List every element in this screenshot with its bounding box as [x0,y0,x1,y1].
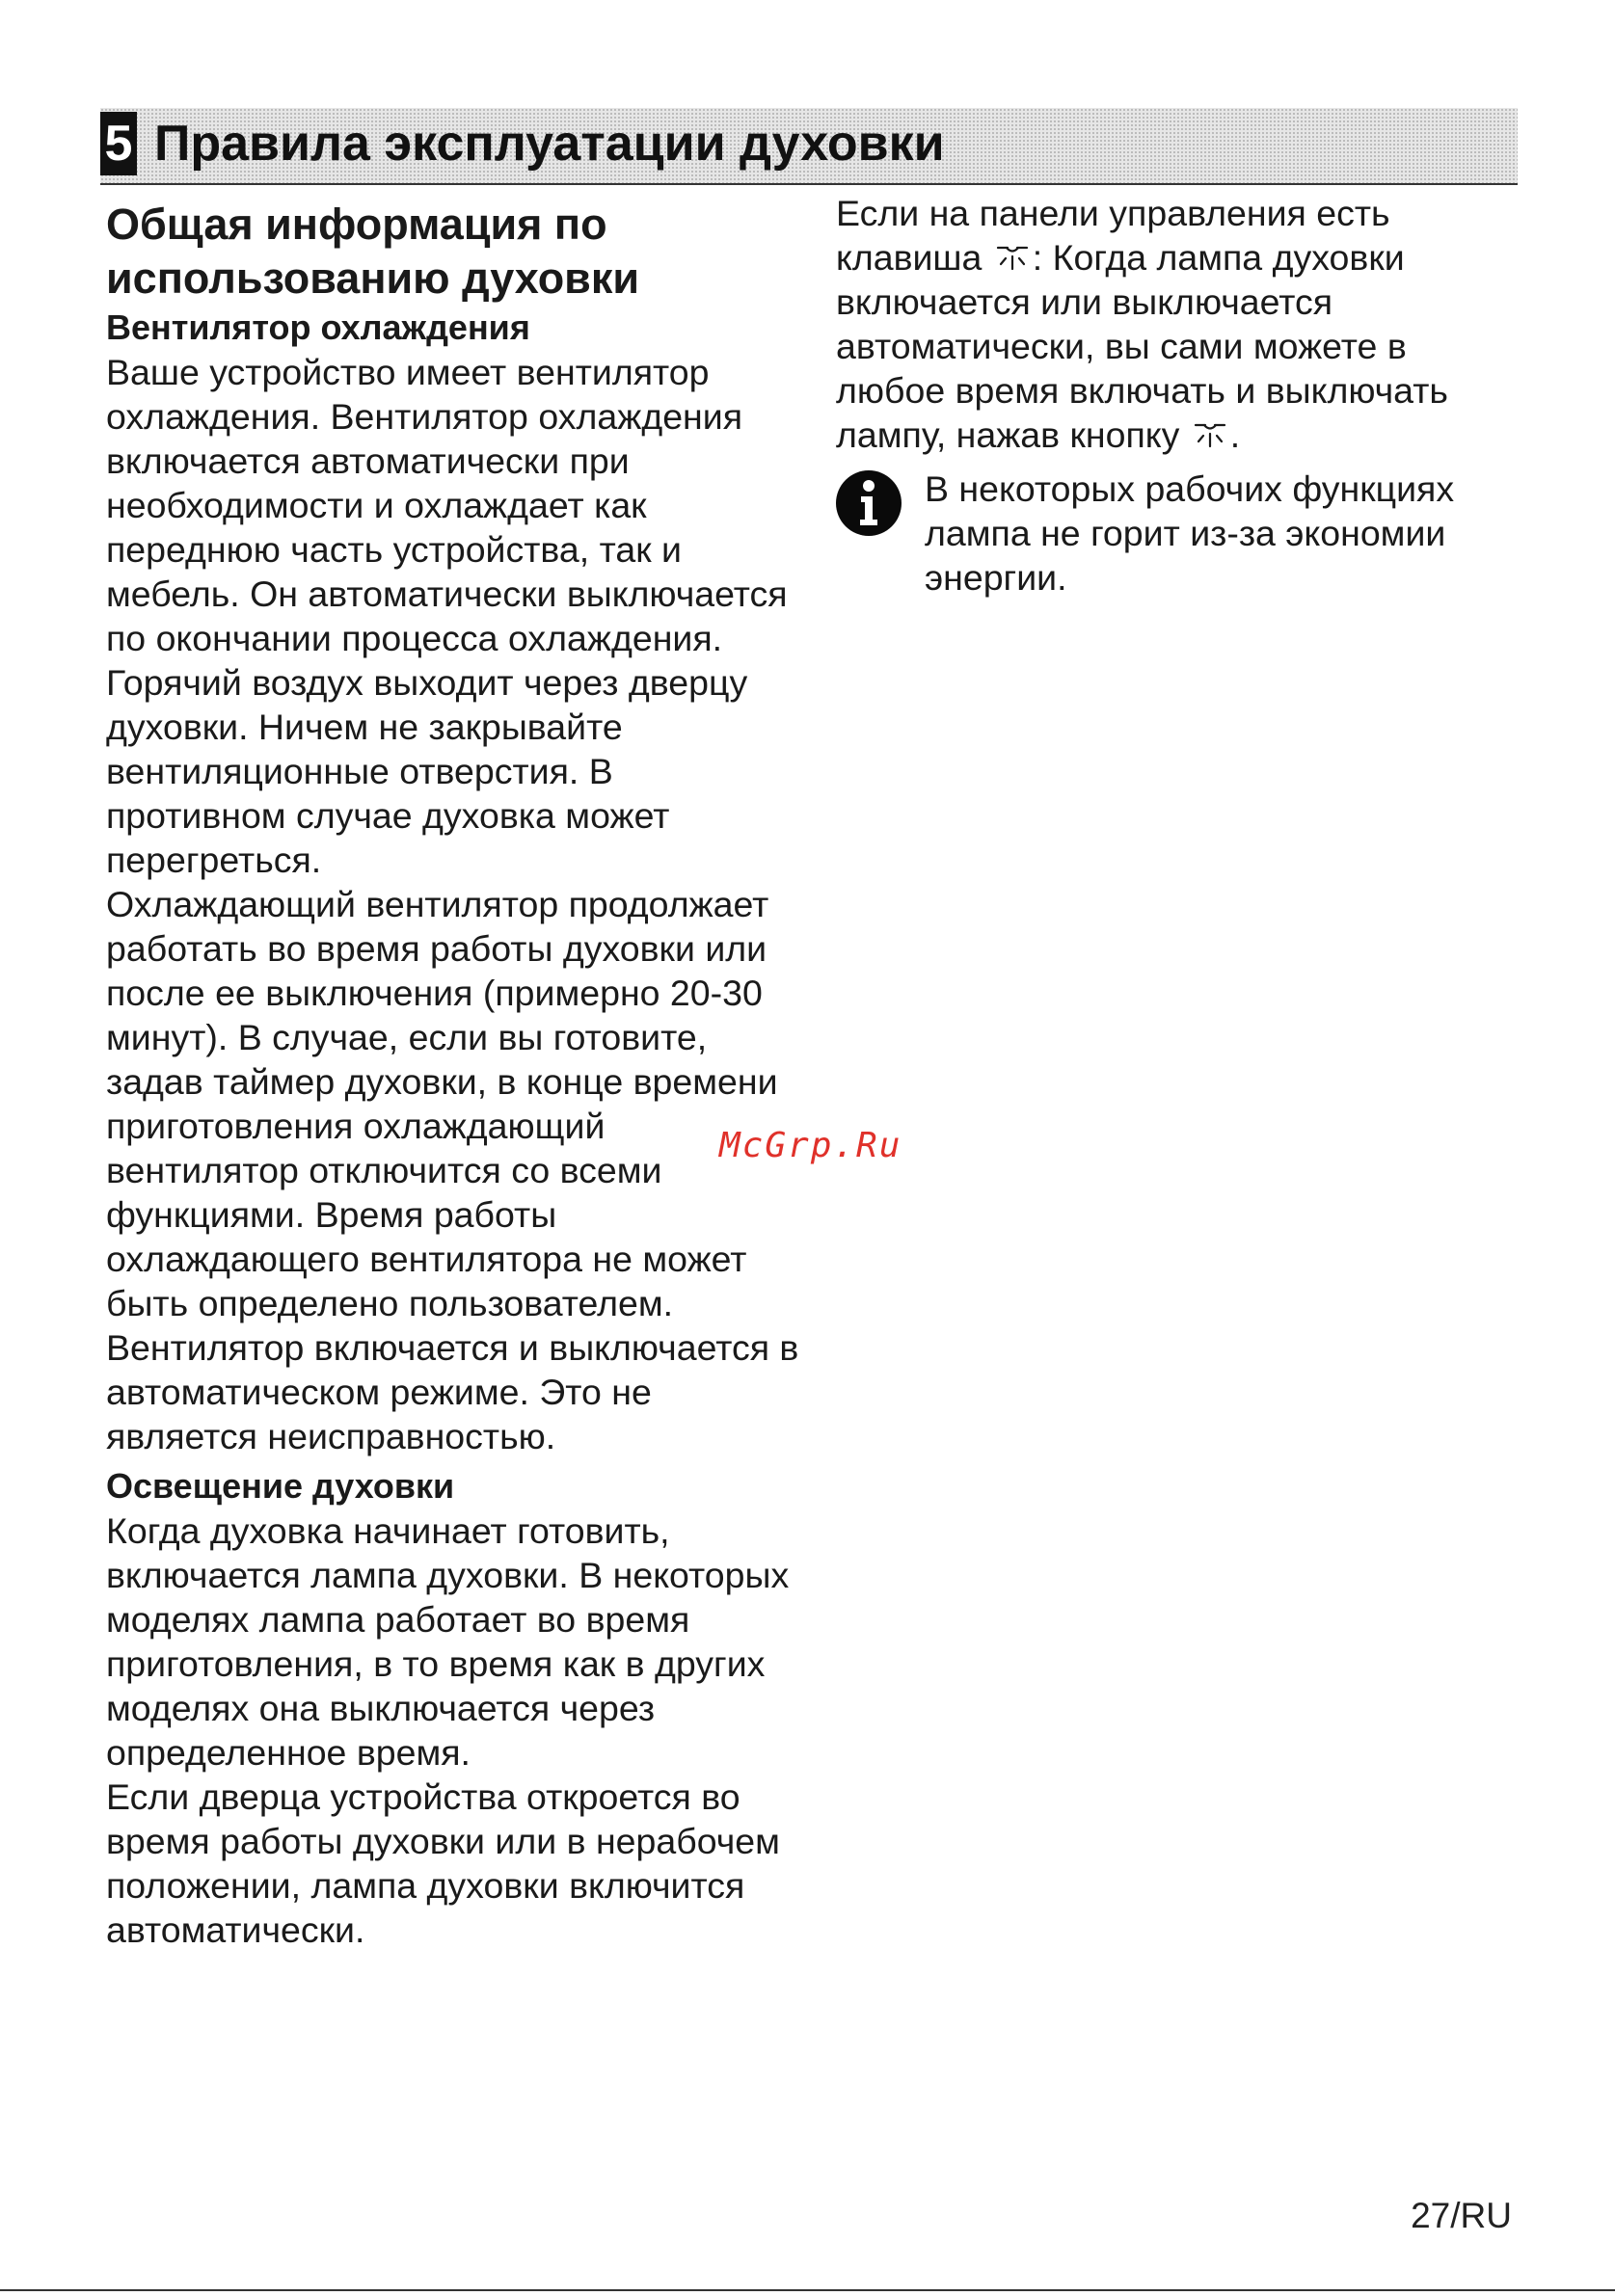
chapter-number: 5 [100,112,137,175]
lamp-text-part3: . [1229,414,1241,455]
lamp-icon [1190,414,1230,443]
lamp-text-part2: : Когда лампа духовки включается или выключается автоматически, вы сами можете в любое время включать и выключать лампу, нажав кнопку [836,237,1448,455]
chapter-title: Правила эксплуатации духовки [154,116,945,172]
paragraph-light-1: Когда духовка начинает готовить, включается лампа духовки. В некоторых моделях лампа работает во время приготовления, в то время как в других моделях она выключается через определенное время. [106,1510,790,1773]
lamp-icon [992,237,1033,266]
footer-rule [0,2289,1615,2291]
paragraph-fan-1: Ваше устройство имеет вентилятор охлаждения. Вентилятор охлаждения включается автоматически при необходимости и охлаждает как переднюю часть устройства, так и мебель. Он автоматически выключается по окончании процесса охлаждения. [106,352,788,658]
paragraph-fan-2: Горячий воздух выходит через дверцу духовки. Ничем не закрывайте вентиляционные отверстия. В противном случае духовка может перегреться. [106,662,748,880]
note-text: В некоторых рабочих функциях лампа не горит из-за экономии энергии. [925,468,1455,598]
lamp-text-part1: Если на панели управления есть клавиша [836,193,1390,278]
paragraph-lamp-key [836,191,1511,457]
paragraph-fan-3: Охлаждающий вентилятор продолжает работать во время работы духовки или после ее выключения (примерно 20-30 минут). В случае, если вы готовите, задав таймер духовки, в конце времени приготовления охлаждающий вентилятор отключится со всеми функциями. Время работы охлаждающего вентилятора не может быть определено пользователем. Вентилятор включается и выключается в автоматическом режиме. Это не является неисправностью. [106,884,799,1456]
chapter-header [100,108,1518,185]
subheading-oven-light: Освещение духовки [106,1466,455,1506]
subheading-cooling-fan: Вентилятор охлаждения [106,307,530,347]
watermark: McGrp.Ru [719,1126,902,1165]
right-column [836,191,1511,600]
paragraph-light-2: Если дверца устройства откроется во время работы духовки или в нерабочем положении, лампа духовки включится автоматически. [106,1776,780,1950]
info-icon [836,470,902,536]
page-number: 27/RU [1411,2196,1512,2235]
info-note [836,467,1511,600]
section-heading: Общая информация по использованию духовки [106,200,640,303]
left-column [106,198,800,1952]
